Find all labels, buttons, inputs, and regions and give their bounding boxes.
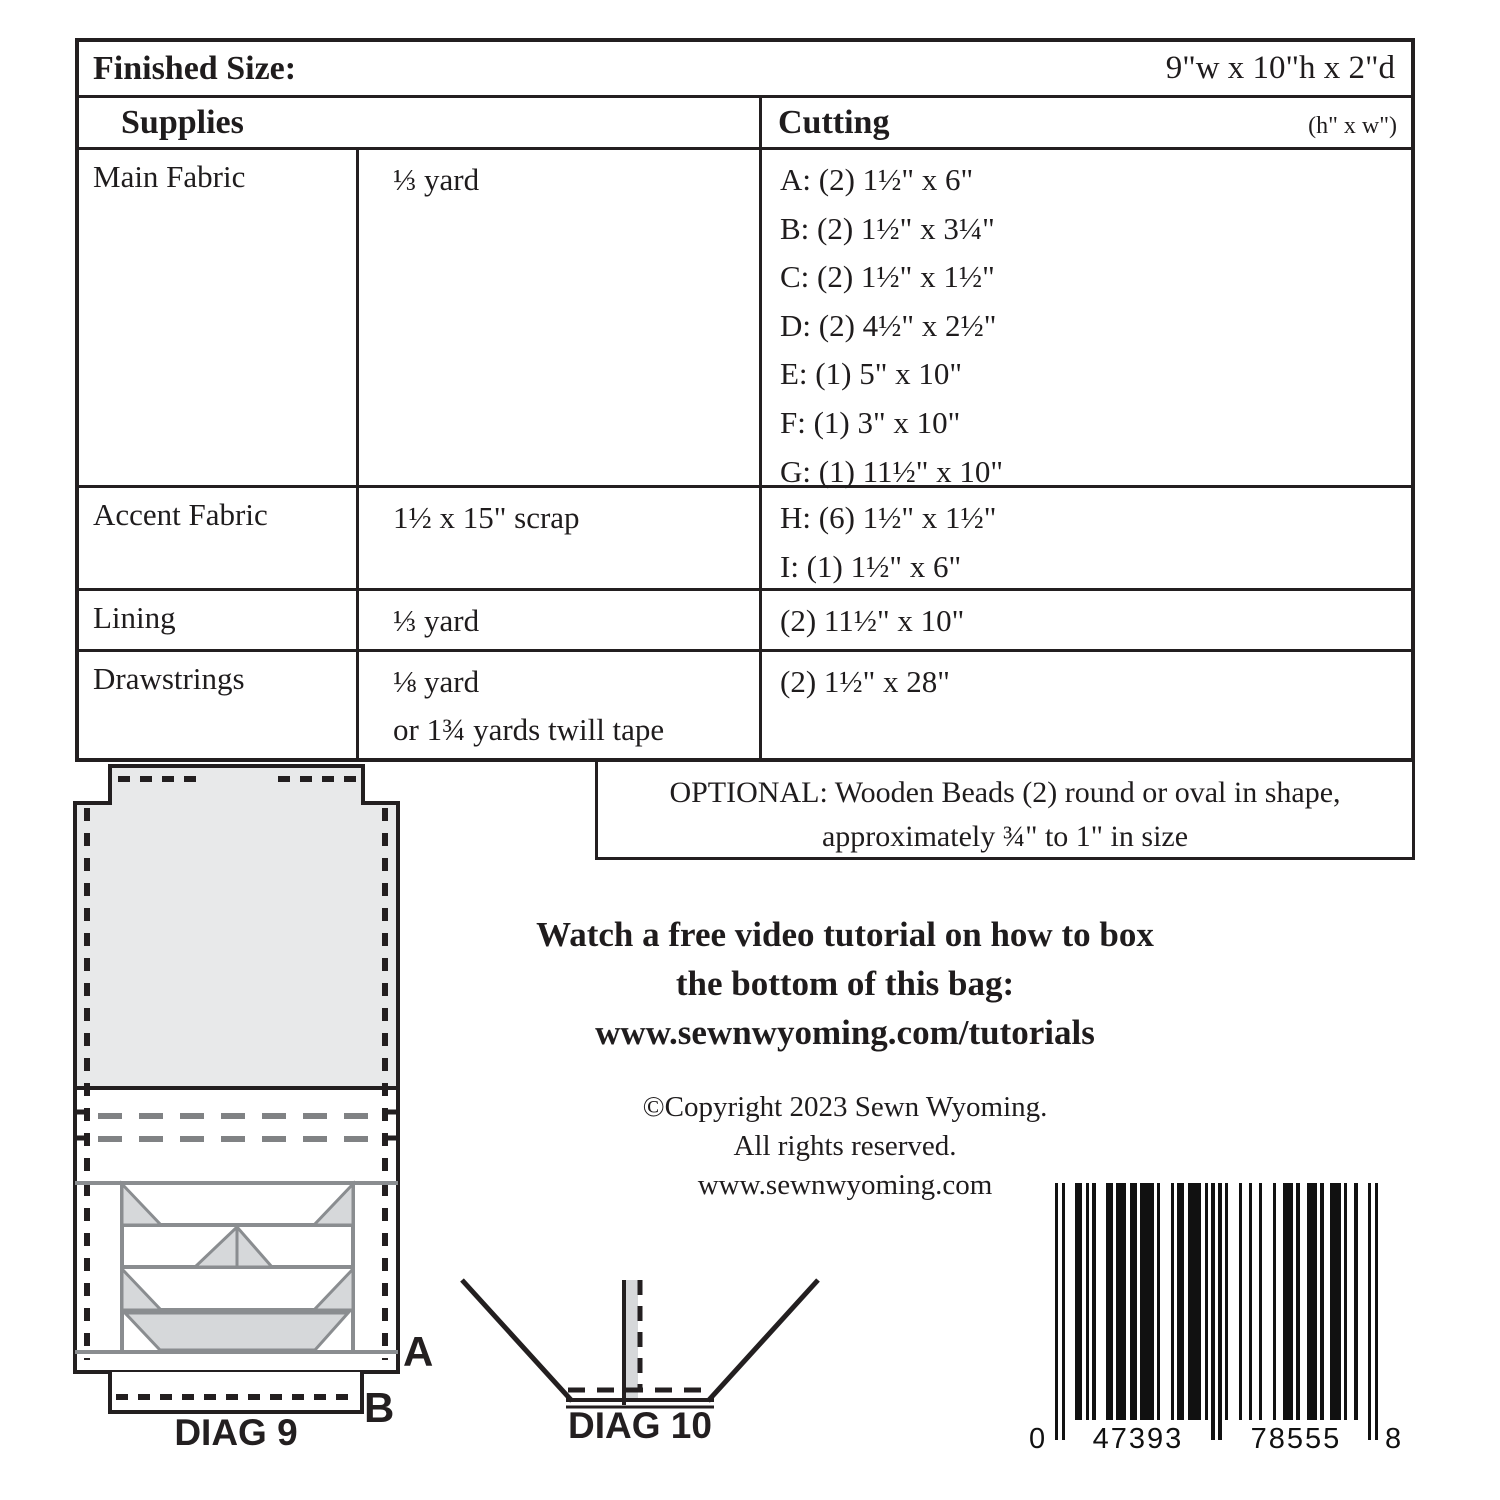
cutting-list <box>762 591 1411 649</box>
barcode-bar <box>1283 1183 1293 1420</box>
cutting-list <box>762 488 1411 588</box>
table-row-drawstrings <box>79 652 1411 758</box>
supplies-header: Supplies <box>79 98 762 147</box>
barcode-bar <box>1273 1183 1276 1420</box>
cutting-line: A: (2) 1½" x 6" <box>780 162 974 197</box>
diag10-caption: DIAG 10 <box>568 1405 712 1446</box>
barcode-bar <box>1307 1183 1317 1420</box>
barcode-bar <box>1188 1183 1202 1420</box>
supply-amount <box>359 591 762 649</box>
barcode-bar <box>1171 1183 1174 1420</box>
barcode-bar <box>1354 1183 1357 1420</box>
barcode-bar <box>1330 1183 1340 1420</box>
barcode-bar <box>1177 1183 1184 1420</box>
copyright-line: All rights reserved. <box>733 1130 957 1162</box>
finished-size-row <box>79 42 1411 98</box>
amount-line: 1½ x 15" scrap <box>393 500 580 535</box>
cutting-header-cell <box>762 98 1411 147</box>
barcode-bar <box>1055 1183 1058 1440</box>
cutting-line: (2) 1½" x 28" <box>780 664 950 699</box>
barcode-bar <box>1130 1183 1137 1420</box>
cutting-list <box>762 652 1411 758</box>
supply-amount <box>359 652 762 758</box>
cutting-line: D: (2) 4½" x 2½" <box>780 307 997 343</box>
barcode-bar <box>1296 1183 1299 1420</box>
barcode-bar <box>1211 1183 1214 1440</box>
finished-size-label: Finished Size: <box>93 49 297 87</box>
table-row-accent-fabric <box>79 488 1411 591</box>
barcode-left-digits: 47393 <box>1092 1423 1184 1455</box>
barcode-check-digit: 8 <box>1385 1423 1404 1455</box>
amount-line: or 1¾ yards twill tape <box>393 712 665 747</box>
diag9-label-b: B <box>364 1384 395 1431</box>
barcode-bar <box>1249 1183 1252 1420</box>
cutting-line: I: (1) 1½" x 6" <box>780 548 962 584</box>
finished-size-value: 9"w x 10"h x 2"d <box>1165 50 1395 86</box>
barcode-bar <box>1086 1183 1089 1420</box>
cutting-line: G: (1) 11½" x 10" <box>780 453 1004 489</box>
optional-beads-note <box>595 759 1415 860</box>
barcode-bar <box>1092 1183 1095 1420</box>
diag9-label-a: A <box>403 1328 434 1375</box>
optional-note-line: approximately ¾" to 1" in size <box>821 820 1189 853</box>
amount-line: ⅓ yard <box>393 162 480 197</box>
barcode-bar <box>1106 1183 1113 1420</box>
upc-barcode <box>1029 1183 1404 1473</box>
amount-line: ⅓ yard <box>393 603 480 638</box>
tutorial-line: Watch a free video tutorial on how to box <box>536 915 1154 954</box>
tutorial-url: www.sewnwyoming.com/tutorials <box>595 1013 1095 1052</box>
cutting-unit-note: (h" x w") <box>1308 113 1397 139</box>
video-tutorial-note <box>345 910 1345 1057</box>
table-header-row <box>79 98 1411 150</box>
barcode-prefix-digit: 0 <box>1029 1423 1048 1455</box>
barcode-bar <box>1320 1183 1323 1420</box>
barcode-bar <box>1239 1183 1242 1420</box>
barcode-bar <box>1344 1183 1347 1420</box>
table-row-main-fabric <box>79 150 1411 488</box>
copyright-line: ©Copyright 2023 Sewn Wyoming. <box>642 1091 1048 1123</box>
supply-name: Lining <box>79 591 359 649</box>
barcode-bar <box>1375 1183 1378 1440</box>
cutting-line: C: (2) 1½" x 1½" <box>780 259 995 295</box>
barcode-bar <box>1075 1183 1082 1420</box>
barcode-bar <box>1157 1183 1160 1420</box>
supplies-cutting-table <box>75 38 1415 762</box>
supply-name: Main Fabric <box>79 150 359 485</box>
barcode-bar <box>1062 1183 1065 1440</box>
barcode-bar <box>1140 1183 1154 1420</box>
cutting-line: (2) 11½" x 10" <box>780 603 965 638</box>
barcode-bar <box>1218 1183 1221 1440</box>
barcode-bar <box>1116 1183 1126 1420</box>
tutorial-line: the bottom of this bag: <box>675 964 1015 1003</box>
supply-name: Drawstrings <box>79 652 359 758</box>
cutting-list <box>762 150 1411 489</box>
cutting-line: H: (6) 1½" x 1½" <box>780 500 997 535</box>
amount-line: ⅛ yard <box>393 664 480 699</box>
cutting-line: E: (1) 5" x 10" <box>780 356 963 392</box>
cutting-line: F: (1) 3" x 10" <box>780 404 961 440</box>
barcode-bar <box>1205 1183 1208 1420</box>
barcode-right-digits: 78555 <box>1250 1423 1342 1455</box>
barcode-bar <box>1368 1183 1371 1440</box>
supply-amount <box>359 150 762 485</box>
barcode-bar <box>1225 1183 1228 1420</box>
supply-name: Accent Fabric <box>79 488 359 588</box>
table-row-lining <box>79 591 1411 652</box>
cutting-header: Cutting <box>778 104 890 141</box>
supply-amount <box>359 488 762 588</box>
cutting-line: B: (2) 1½" x 3¼" <box>780 210 995 246</box>
copyright-url: www.sewnwyoming.com <box>697 1169 993 1201</box>
barcode-bar <box>1259 1183 1262 1420</box>
optional-note-line: OPTIONAL: Wooden Beads (2) round or oval in shape, <box>669 776 1341 809</box>
diag9-caption: DIAG 9 <box>174 1412 298 1453</box>
diag9-figure <box>60 760 460 1460</box>
